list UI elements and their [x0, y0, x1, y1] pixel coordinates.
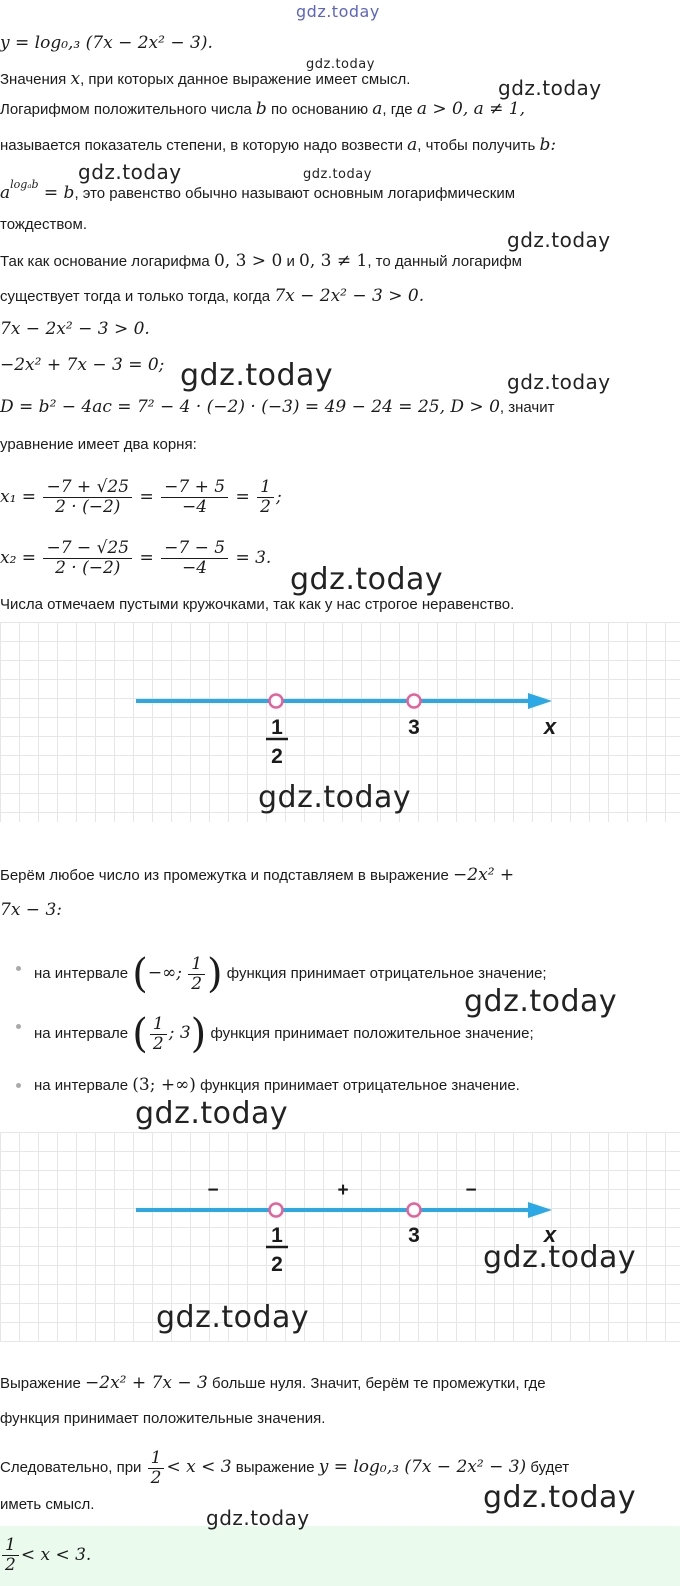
watermark: gdz.today	[180, 358, 334, 393]
text-line: 7x − 3:	[0, 900, 62, 920]
bullet	[16, 966, 21, 971]
axis-label: x	[543, 714, 557, 739]
inequality: 7x − 2x² − 3 > 0.	[0, 319, 150, 339]
watermark: gdz.today	[296, 2, 380, 21]
answer: $\frac{1}{2}$ < x < 3.	[0, 1528, 91, 1582]
answer-box	[0, 1526, 680, 1586]
watermark: gdz.today	[507, 228, 611, 252]
quadratic-equation: −2x² + 7x − 3 = 0;	[0, 355, 165, 375]
watermark: gdz.today	[483, 1480, 637, 1515]
text-line: $a^{log_ab} = b$, это равенство обычно называют основным логарифмическим	[0, 178, 516, 203]
text-line: Так как основание логарифма 0, 3 > 0 и 0, 3 ≠ 1, то данный логарифм	[0, 251, 522, 271]
bullet	[16, 1083, 21, 1088]
function-formula: y = log₀,₃ (7x − 2x² − 3).	[0, 33, 213, 53]
watermark: gdz.today	[258, 780, 412, 815]
watermark: gdz.today	[156, 1300, 310, 1335]
label-half-den: 2	[271, 1253, 283, 1276]
axis-arrow	[528, 1202, 552, 1218]
watermark: gdz.today	[78, 160, 182, 184]
root-x2: x₂ = $\frac{-7 - √25}{2 \cdot (-2)}$ = $\frac{-7 - 5}{-4}$ = 3.	[0, 538, 272, 578]
watermark: gdz.today	[507, 370, 611, 394]
discriminant: D = b² − 4ac = 7² − 4 · (−2) · (−3) = 49 − 24 = 25, D > 0, значит	[0, 397, 555, 417]
sign-chart-figure	[0, 1132, 680, 1342]
text-line: существует тогда и только тогда, когда 7x − 2x² − 3 > 0.	[0, 286, 425, 306]
interval-item: на интервале (−∞; $\frac{1}{2}$ ) функция принимает отрицательное значение;	[34, 951, 547, 998]
text-line: называется показатель степени, в которую надо возвести a, чтобы получить b:	[0, 135, 557, 155]
watermark: gdz.today	[464, 984, 618, 1019]
text-line: Следовательно, при $\frac{1}{2}$ < x < 3 выражение y = log₀,₃ (7x − 2x² − 3) будет	[0, 1447, 570, 1488]
text-line: Выражение −2x² + 7x − 3 больше нуля. Значит, берём те промежутки, где	[0, 1373, 546, 1393]
root-x1: x₁ = $\frac{-7 + √25}{2 \cdot (-2)}$ = $\frac{-7 + 5}{-4}$ = $\frac{1}{2}$ ;	[0, 477, 282, 517]
sign-left: −	[207, 1180, 219, 1201]
text-line: функция принимает положительные значения.	[0, 1410, 326, 1427]
point-half	[270, 695, 283, 708]
watermark: gdz.today	[303, 167, 372, 182]
text-line: тождеством.	[0, 216, 87, 233]
watermark: gdz.today	[498, 76, 602, 100]
axis-arrow	[528, 693, 552, 709]
label-half-num: 1	[271, 716, 283, 739]
point-three	[408, 695, 421, 708]
point-half	[270, 1204, 283, 1217]
watermark: gdz.today	[306, 57, 375, 72]
text-line: иметь смысл.	[0, 1496, 95, 1513]
axis-label: x	[543, 1222, 557, 1247]
sign-middle: +	[337, 1180, 349, 1201]
text-line: Значения x, при которых данное выражение имеет смысл.	[0, 69, 411, 89]
label-three: 3	[408, 716, 420, 739]
bullet	[16, 1024, 21, 1029]
watermark: gdz.today	[483, 1240, 637, 1275]
point-three	[408, 1204, 421, 1217]
interval-item: на интервале ( $\frac{1}{2}$ ; 3) функция принимает положительное значение;	[34, 1011, 534, 1058]
sign-right: −	[465, 1180, 477, 1201]
text-line: Берём любое число из промежутка и подставляем в выражение −2x² +	[0, 865, 515, 885]
watermark: gdz.today	[290, 562, 444, 597]
label-half-num: 1	[271, 1224, 283, 1247]
watermark: gdz.today	[135, 1096, 289, 1131]
text-line: Числа отмечаем пустыми кружочками, так как у нас строгое неравенство.	[0, 596, 515, 613]
watermark: gdz.today	[206, 1506, 310, 1530]
text-line: Логарифмом положительного числа b по основанию a, где a > 0, a ≠ 1,	[0, 99, 526, 119]
label-half-den: 2	[271, 745, 283, 768]
number-line-figure	[0, 622, 680, 822]
text-line: уравнение имеет два корня:	[0, 436, 197, 453]
interval-item: на интервале (3; +∞) функция принимает отрицательное значение.	[34, 1075, 520, 1095]
label-three: 3	[408, 1224, 420, 1247]
